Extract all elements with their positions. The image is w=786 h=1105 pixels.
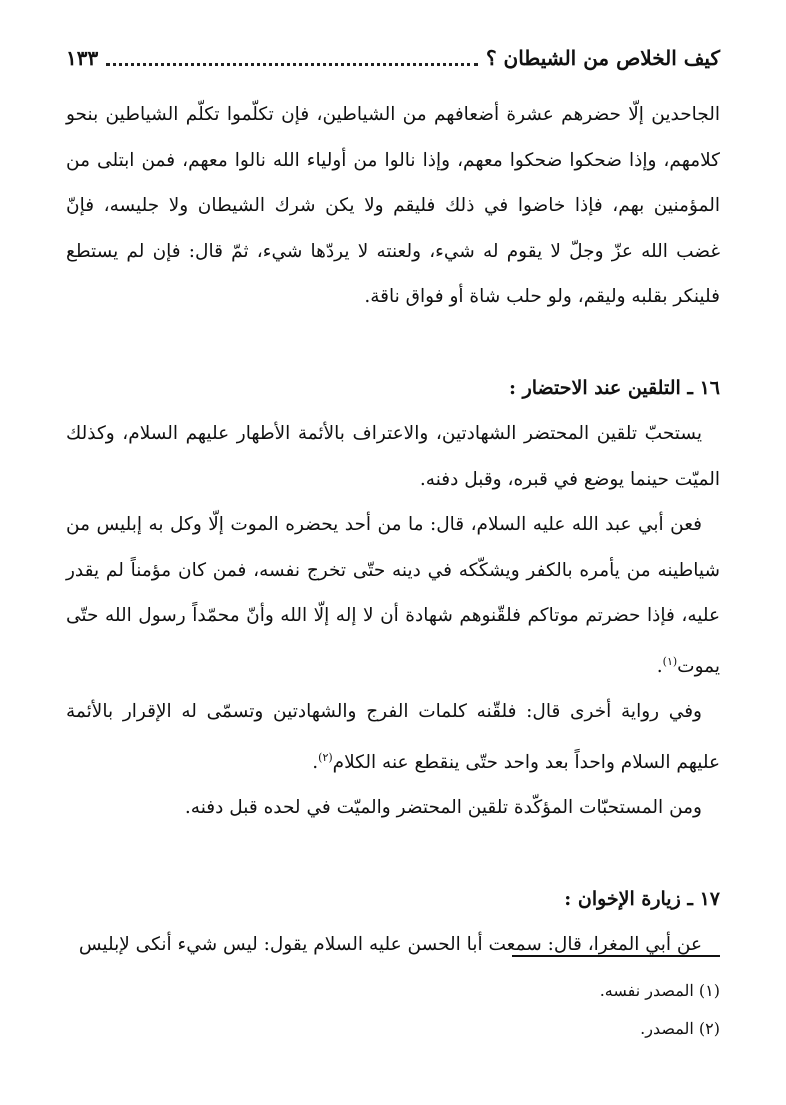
footnote-divider (512, 955, 720, 957)
section-16-paragraph-3: وفي رواية أخرى قال: فلقّنه كلمات الفرج والشهادتين وتسمّى له الإقرار بالأئمة عليهم السلام واحداً بعد واحد حتّى ينقطع عنه الكلام$^{(٢)}$. (66, 701, 720, 773)
footnote-ref-1: (١) (662, 654, 678, 668)
footnote-2: (٢) المصدر. (640, 1019, 720, 1038)
section-17-paragraph-1: عن أبي المغرا، قال: سمعت أبا الحسن عليه السلام يقول: ليس شيء أنكى لإبليس (78, 934, 702, 956)
section-16-paragraph-2-text: فعن أبي عبد الله عليه السلام، قال: ما من أحد يحضره الموت إلّا وكل به إبليس من شياطينه من يأمره بالكفر ويشكّكه في دينه حتّى تخرج نفسه، فمن كان مؤمناً لم يقدر عليه، فإذا حضرتم موتاكم فلقّنوهم شهادة أن لا إله إلّا الله وأنّ محمّداً رسول الله حتّى يموت (66, 514, 720, 677)
section-17-heading: ١٧ ـ زيارة الإخوان : (564, 887, 720, 910)
section-16-paragraph-3-text: وفي رواية أخرى قال: فلقّنه كلمات الفرج والشهادتين وتسمّى له الإقرار بالأئمة عليهم السلام واحداً بعد واحد حتّى ينقطع عنه الكلام (66, 701, 720, 773)
section-16-heading: ١٦ ـ التلقين عند الاحتضار : (508, 376, 720, 399)
footnote-1: (١) المصدر نفسه. (599, 981, 720, 1000)
footnotes (66, 972, 720, 1048)
page-body (66, 92, 720, 968)
paragraph-continuation: الجاحدين إلّا حضرهم عشرة أضعافهم من الشياطين، فإن تكلّموا تكلّم الشياطين بنحو كلامهم، وإذا ضحكوا ضحكوا معهم، وإذا نالوا من أولياء الله نالوا معهم، فمن ابتلى من المؤمنين بهم، فإذا خاضوا في ذلك فليقم ولا يكن شرك الشيطان ولا جليسه، فإنّ غضب الله عزّ وجلّ لا يقوم له شيء، ولعنته لا يردّها شيء، ثمّ قال: فإن لم يستطع فلينكر بقلبه وليقم، ولو حلب شاة أو فواق ناقة. (66, 104, 720, 307)
section-16-paragraph-2: فعن أبي عبد الله عليه السلام، قال: ما من أحد يحضره الموت إلّا وكل به إبليس من شياطينه من يأمره بالكفر ويشكّكه في دينه حتّى تخرج نفسه، فمن كان مؤمناً لم يقدر عليه، فإذا حضرتم موتاكم فلقّنوهم شهادة أن لا إله إلّا الله وأنّ محمّداً رسول الله حتّى يموت$^{(١)}$. (66, 514, 720, 677)
running-header (66, 40, 720, 76)
chapter-title: كيف الخلاص من الشيطان ؟ (485, 46, 720, 70)
page-number: ١٣٣ (66, 46, 99, 70)
footnote-ref-2: (٢) (318, 750, 333, 764)
header-leader-dots (106, 63, 478, 66)
section-16-paragraph-4: ومن المستحبّات المؤكّدة تلقين المحتضر والميّت في لحده قبل دفنه. (184, 797, 702, 819)
section-16-paragraph-1: يستحبّ تلقين المحتضر الشهادتين، والاعتراف بالأئمة الأطهار عليهم السلام، وكذلك الميّت حينما يوضع في قبره، وقبل دفنه. (66, 423, 720, 490)
